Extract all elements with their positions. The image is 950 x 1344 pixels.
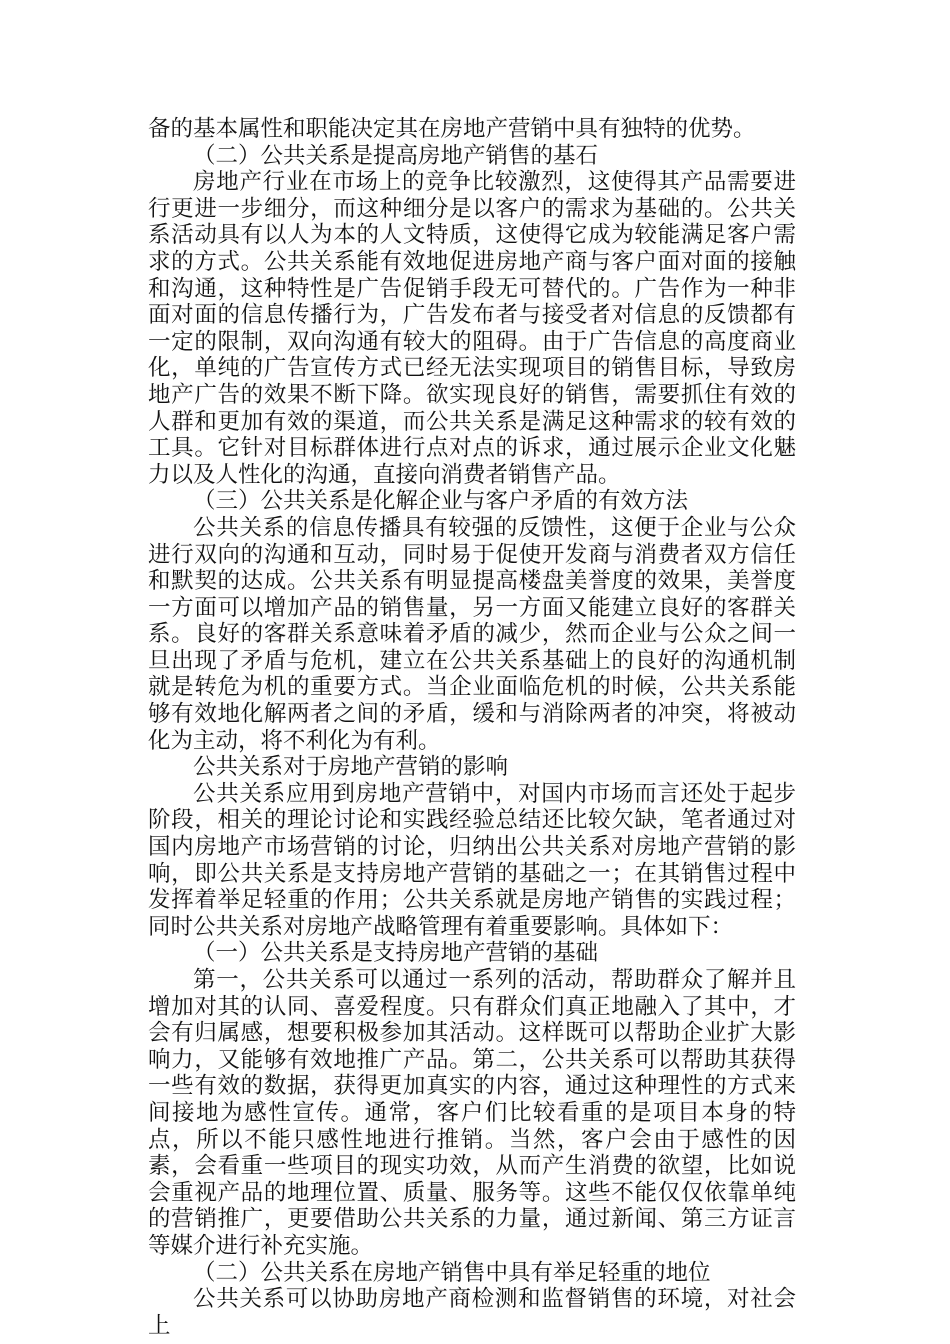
section-heading: （二）公共关系在房地产销售中具有举足轻重的地位 xyxy=(193,1259,711,1286)
body-paragraph: 房地产行业在市场上的竞争比较激烈，这使得其产品需要进行更进一步细分，而这种细分是以客户的需求为基础的。公共关系活动具有以人为本的人文特质，这使得它成为较能满足客户需求的方式。公共关系能有效地促进房地产商与客户面对面的接触和沟通，这种特性是广告促销手段无可替代的。广告作为一种非面对面的信息传播行为，广告发布者与接受者对信息的反馈都有一定的限制，双向沟通有较大的阻碍。由于广告信息的高度商业化，单纯的广告宣传方式已经无法实现项目的销售目标，导致房地产广告的效果不断下降。欲实现良好的销售，需要抓住有效的人群和更加有效的渠道，而公共关系是满足这种需求的较有效的工具。它针对目标群体进行点对点的诉求，通过展示企业文化魅力以及人性化的沟通，直接向消费者销售产品。 xyxy=(148,169,796,488)
section-heading: （三）公共关系是化解企业与客户矛盾的有效方法 xyxy=(193,488,689,515)
paragraph-continued: 备的基本属性和职能决定其在房地产营销中具有独特的优势。 xyxy=(148,116,756,142)
body-paragraph: 公共关系的信息传播具有较强的反馈性，这便于企业与公众进行双向的沟通和互动，同时易于促使开发商与消费者双方信任和默契的达成。公共关系有明显提高楼盘美誉度的效果，美誉度一方面可以增加产品的销售量，另一方面又能建立良好的客群关系。良好的客群关系意味着矛盾的减少，然而企业与公众之间一旦出现了矛盾与危机，建立在公共关系基础上的良好的沟通机制就是转危为机的重要方式。当企业面临危机的时候，公共关系能够有效地化解两者之间的矛盾，缓和与消除两者的冲突，将被动化为主动，将不利化为有利。 xyxy=(148,514,796,754)
body-paragraph: 公共关系可以协助房地产商检测和监督销售的环境，对社会上 xyxy=(148,1286,796,1339)
body-paragraph: 第一，公共关系可以通过一系列的活动，帮助群众了解并且增加对其的认同、喜爱程度。只有群众们真正地融入了其中，才会有归属感，想要积极参加其活动。这样既可以帮助企业扩大影响力，又能够有效地推广产品。第二，公共关系可以帮助其获得一些有效的数据，获得更加真实的内容，通过这种理性的方式来间接地为感性宣传。通常，客户们比较看重的是项目本身的特点，所以不能只感性地进行推销。当然，客户会由于感性的因素，会看重一些项目的现实功效，从而产生消费的欲望，比如说会重视产品的地理位置、质量、服务等。这些不能仅仅依靠单纯的营销推广，更要借助公共关系的力量，通过新闻、第三方证言等媒介进行补充实施。 xyxy=(148,967,796,1259)
document-page xyxy=(148,116,796,1339)
body-paragraph: 公共关系应用到房地产营销中，对国内市场而言还处于起步阶段，相关的理论讨论和实践经验总结还比较欠缺，笔者通过对国内房地产市场营销的讨论，归纳出公共关系对房地产营销的影响，即公共关系是支持房地产营销的基础之一；在其销售过程中发挥着举足轻重的作用；公共关系就是房地产销售的实践过程；同时公共关系对房地产战略管理有着重要影响。具体如下： xyxy=(148,780,796,940)
section-heading: （二）公共关系是提高房地产销售的基石 xyxy=(193,142,599,169)
section-heading: 公共关系对于房地产营销的影响 xyxy=(193,754,509,781)
section-heading: （一）公共关系是支持房地产营销的基础 xyxy=(193,940,599,967)
